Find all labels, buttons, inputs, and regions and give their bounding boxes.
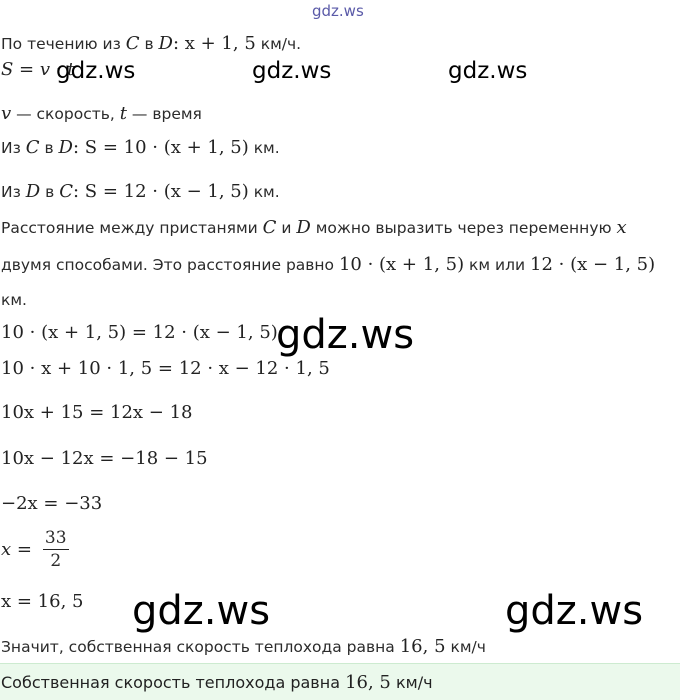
line-c-to-d <box>1 137 280 158</box>
math: S = v · t <box>1 59 75 80</box>
equation-7 <box>1 591 83 612</box>
text: Значит, собственная скорость теплохода равна <box>1 638 400 656</box>
text: — скорость, <box>11 105 120 123</box>
watermark: gdz.ws <box>252 58 332 84</box>
text: в <box>139 35 159 53</box>
watermark: gdz.ws <box>56 58 136 84</box>
text: Расстояние между пристанями <box>1 219 263 237</box>
point-d: D <box>158 33 173 54</box>
math: 10x + 15 = 12x − 18 <box>1 402 193 423</box>
watermark: gdz.ws <box>505 588 644 634</box>
watermark: gdz.ws <box>448 58 528 84</box>
unit: км/ч. <box>255 35 302 53</box>
unit: км. <box>248 183 280 201</box>
var-x: x <box>616 217 627 238</box>
fraction <box>43 527 69 572</box>
equation-2 <box>1 358 330 379</box>
equation-6 <box>1 527 69 572</box>
var-t: t <box>119 103 127 124</box>
text: в <box>39 139 59 157</box>
math: 16, 5 <box>399 636 446 657</box>
line-distance-3 <box>1 291 27 309</box>
answer-text: Собственная скорость теплохода равна <box>1 673 346 692</box>
math: −2x = −33 <box>1 493 103 514</box>
answer-unit: км/ч <box>390 673 433 692</box>
text: км или <box>464 256 530 274</box>
math: : x + 1, 5 <box>172 33 256 54</box>
math: x = <box>1 539 32 560</box>
equation-3 <box>1 402 193 423</box>
unit: км. <box>248 139 280 157</box>
math: : S = 12 · (x − 1, 5) <box>72 181 249 202</box>
math: x = 16, 5 <box>1 591 84 612</box>
text: — время <box>127 105 202 123</box>
denominator: 2 <box>50 551 62 571</box>
line-legend <box>1 103 202 124</box>
line-distance-2 <box>1 254 655 275</box>
math: 10 · (x + 1, 5) = 12 · (x − 1, 5) <box>1 322 278 343</box>
equation-5 <box>1 493 102 514</box>
equation-4 <box>1 448 208 469</box>
text: По течению из <box>1 35 126 53</box>
math: 12 · (x − 1, 5) <box>530 254 656 275</box>
point-d: D <box>296 217 311 238</box>
equation-1 <box>1 322 278 343</box>
text: и <box>276 219 297 237</box>
answer-box <box>0 663 680 700</box>
math: 10 · x + 10 · 1, 5 = 12 · x − 12 · 1, 5 <box>1 358 330 379</box>
conclusion <box>1 636 486 657</box>
text: км. <box>1 291 27 309</box>
line-current-speed <box>1 33 301 54</box>
text: можно выразить через переменную <box>310 219 617 237</box>
answer-value: 16, 5 <box>345 672 391 693</box>
text: Из <box>1 139 26 157</box>
watermark: gdz.ws <box>276 312 415 358</box>
point-c: C <box>59 181 73 202</box>
point-c: C <box>125 33 140 54</box>
text: двумя способами. Это расстояние равно <box>1 256 339 274</box>
numerator: 33 <box>44 528 67 548</box>
text: в <box>40 183 60 201</box>
var-v: v <box>1 103 12 124</box>
point-d: D <box>25 181 41 202</box>
watermark: gdz.ws <box>132 588 271 634</box>
math: 10 · (x + 1, 5) <box>338 254 465 275</box>
line-d-to-c <box>1 181 280 202</box>
math: 10x − 12x = −18 − 15 <box>1 448 208 469</box>
point-d: D <box>58 137 73 158</box>
point-c: C <box>25 137 40 158</box>
unit: км/ч <box>445 638 486 656</box>
watermark-top: gdz.ws <box>312 2 364 20</box>
math: : S = 10 · (x + 1, 5) <box>72 137 249 158</box>
answer-line <box>1 672 433 693</box>
point-c: C <box>262 217 277 238</box>
line-distance-1 <box>1 217 627 238</box>
text: Из <box>1 183 26 201</box>
